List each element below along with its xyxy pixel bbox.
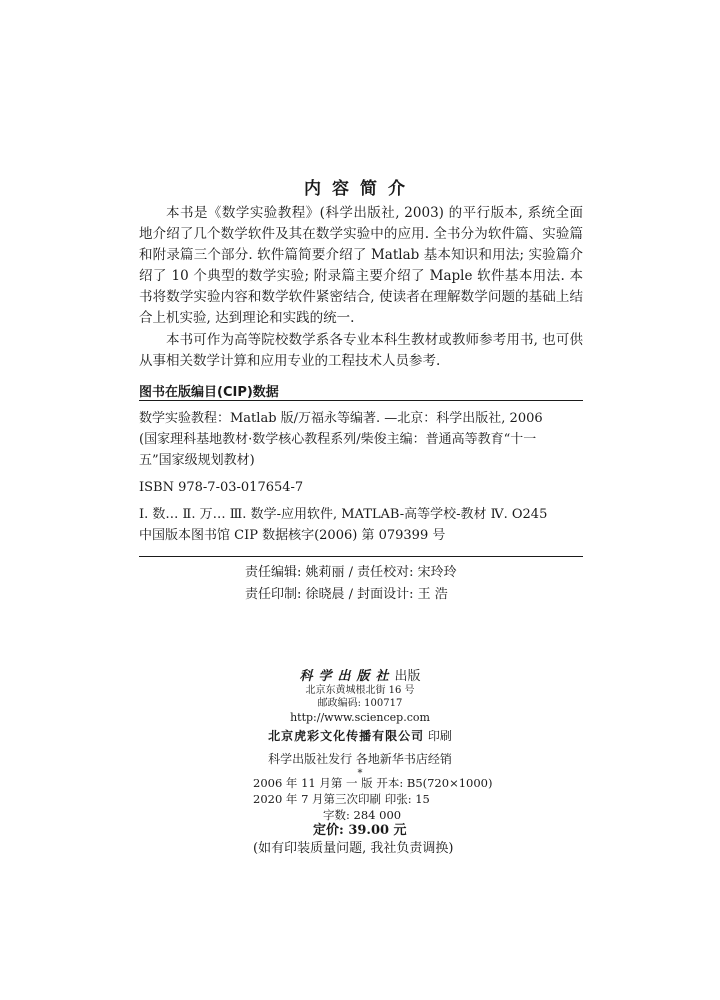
publisher-block	[0, 665, 720, 779]
edition-info	[253, 775, 492, 859]
publisher-postcode: 邮政编码: 100717	[317, 698, 403, 709]
price: 定价: 39.00 元	[313, 823, 407, 838]
separator-star: *	[357, 768, 363, 779]
summary-title: 内容简介	[304, 179, 416, 199]
word-count: 字数: 284 000	[323, 808, 402, 822]
summary-paragraph: 本书是《数学实验教程》(科学出版社, 2003) 的平行版本, 系统全面地介绍了几个数学软件及其在数学实验中的应用. 全书分为软件篇、实验篇和附录篇三个部分. 软件篇简要介绍了 Matlab 基本知识和用法; 实验篇介绍了 10 个典型的数学实验; 附录篇主要介绍了 Maple 软件基本用法. 本书将数学实验内容和数学软件紧密结合, 使读者在理解数学问题的基础上结合上机实验, 达到理论和实践的统一.	[139, 205, 583, 326]
cip-data	[139, 408, 589, 546]
cip-heading: 图书在版编目(CIP)数据	[139, 385, 279, 400]
publisher-url: http://www.sciencep.com	[290, 711, 430, 724]
cip-divider	[139, 400, 583, 401]
cip-divider-bottom	[139, 556, 583, 557]
cip-classification: Ⅰ. 数… Ⅱ. 万… Ⅲ. 数学-应用软件, MATLAB-高等学校-教材 Ⅳ. O245	[139, 507, 548, 522]
credits-line: 责任编辑: 姚莉丽 / 责任校对: 宋玲玲	[245, 565, 457, 580]
credits-line: 责任印制: 徐晓晨 / 封面设计: 王 浩	[245, 587, 448, 602]
summary-text	[139, 203, 583, 372]
summary-paragraph: 本书可作为高等院校数学系各专业本科生教材或教师参考用书, 也可供从事相关数学计算和应用专业的工程技术人员参考.	[139, 332, 583, 369]
printer-name: 北京虎彩文化传播有限公司	[268, 729, 425, 743]
publisher-name-suffix: 出版	[394, 669, 421, 684]
cip-line: 五”国家级规划教材)	[139, 453, 255, 468]
printing-line: 2020 年 7 月第三次印刷 印张: 15	[253, 792, 430, 806]
distribution-info: 科学出版社发行 各地新华书店经销	[268, 752, 452, 766]
printer-suffix: 印刷	[427, 729, 452, 743]
edition-line: 2006 年 11 月第 一 版 开本: B5(720×1000)	[253, 776, 493, 790]
publisher-name: 科学出版社	[299, 669, 395, 684]
editorial-credits	[245, 562, 457, 606]
cip-line: (国家理科基地教材·数学核心教程系列/柴俊主编：普通高等教育“十一	[139, 432, 537, 447]
cip-isbn: ISBN 978-7-03-017654-7	[139, 480, 304, 495]
cip-line: 数学实验教程：Matlab 版/万福永等编著. —北京：科学出版社, 2006	[139, 411, 543, 426]
cip-record-number: 中国版本图书馆 CIP 数据核字(2006) 第 079399 号	[139, 528, 446, 543]
publisher-address: 北京东黄城根北街 16 号	[305, 685, 415, 696]
quality-note: (如有印装质量问题, 我社负责调换)	[253, 841, 454, 856]
